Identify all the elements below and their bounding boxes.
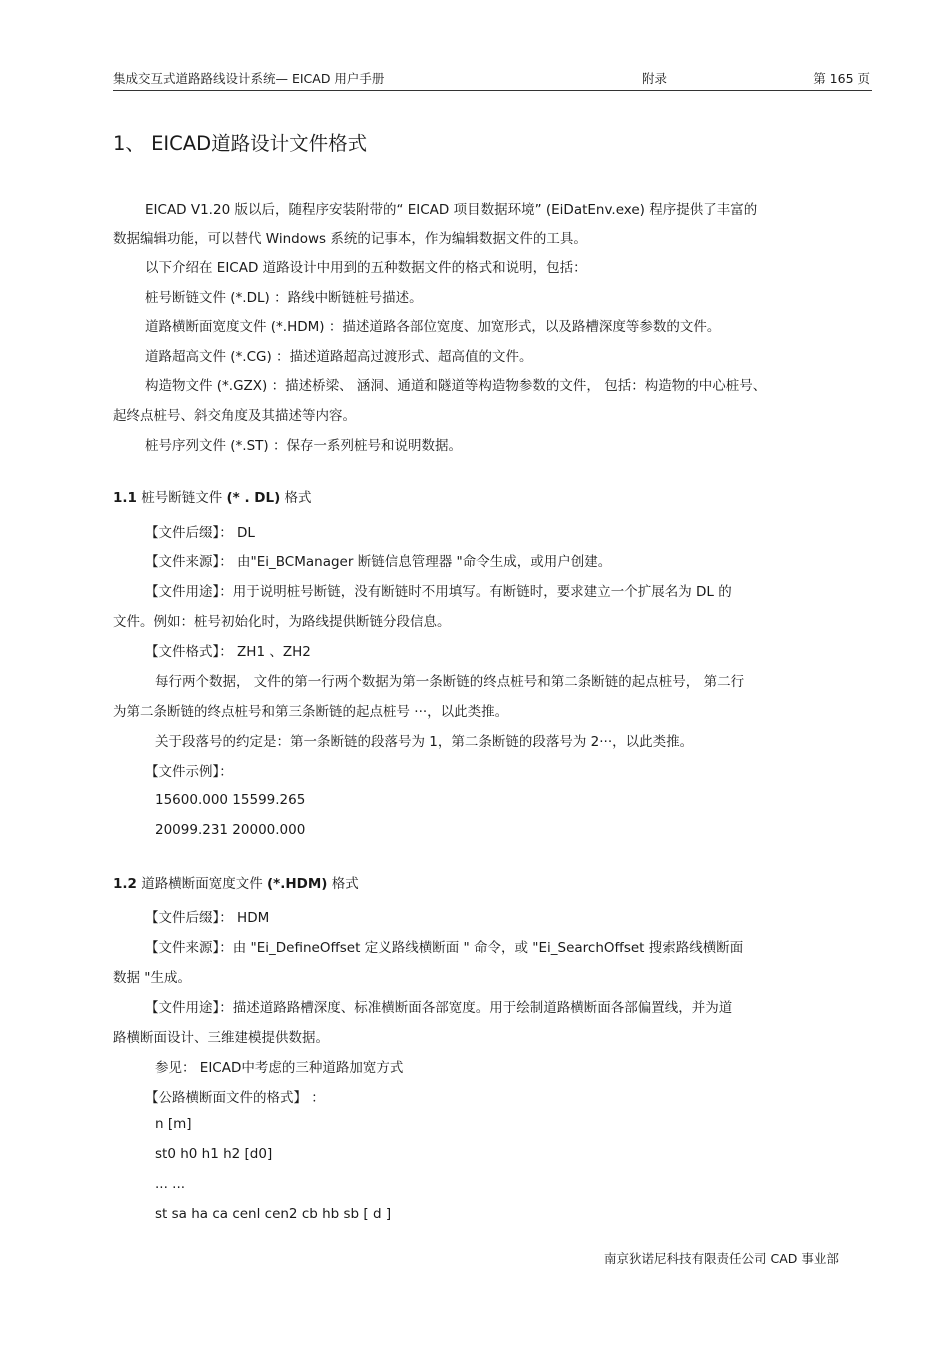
s1-usage: 【文件用途】：用于说明桩号断链，没有断链时不用填写。有断链时，要求建立一个扩展名为 DL 的 bbox=[145, 584, 732, 600]
s1-source: 【文件来源】： 由"Ei_BCManager 断链信息管理器 "命令生成，或用户创建。 bbox=[145, 554, 612, 570]
intro-line-2: 数据编辑功能，可以替代 Windows 系统的记事本，作为编辑数据文件的工具。 bbox=[113, 231, 587, 247]
intro-item-dl: 桩号断链文件 (*.DL) ：路线中断链桩号描述。 bbox=[145, 290, 423, 306]
s2-format-line-1: n [m] bbox=[155, 1116, 192, 1132]
section-1-1-heading bbox=[113, 486, 312, 506]
s2-format-line-2: st0 h0 h1 h2 [d0] bbox=[155, 1146, 273, 1162]
header-title: 集成交互式道路路线设计系统— EICAD 用户手册 bbox=[113, 71, 385, 86]
intro-item-st: 桩号序列文件 (*.ST) ：保存一系列桩号和说明数据。 bbox=[145, 438, 462, 454]
s2-format-label: 【公路横断面文件的格式】 ： bbox=[145, 1090, 325, 1106]
s1-format: 【文件格式】： ZH1 、ZH2 bbox=[145, 644, 311, 660]
page-header bbox=[113, 66, 872, 91]
section-ext: (*.HDM) bbox=[267, 876, 328, 892]
s1-example-row-2: 20099.231 20000.000 bbox=[155, 822, 306, 838]
s2-usage-cont: 路横断面设计、三维建模提供数据。 bbox=[113, 1030, 329, 1046]
intro-item-hdm: 道路横断面宽度文件 (*.HDM) ：描述道路各部位宽度、加宽形式，以及路槽深度等参数的文件。 bbox=[145, 319, 721, 335]
s2-source: 【文件来源】：由 "Ei_DefineOffset 定义路线横断面 " 命令，或 "Ei_SearchOffset 搜索路线横断面 bbox=[145, 940, 744, 956]
section-number: 1.1 bbox=[113, 490, 137, 506]
intro-item-cg: 道路超高文件 (*.CG) ：描述道路超高过渡形式、超高值的文件。 bbox=[145, 349, 533, 365]
s1-usage-cont: 文件。例如：桩号初始化时，为路线提供断链分段信息。 bbox=[113, 614, 451, 630]
s2-usage: 【文件用途】：描述道路路槽深度、标准横断面各部宽度。用于绘制道路横断面各部偏置线，并为道 bbox=[145, 1000, 733, 1016]
s1-desc-cont: 为第二条断链的终点桩号和第三条断链的起点桩号 ···，以此类推。 bbox=[113, 704, 509, 720]
s2-see-also: 参见： EICAD中考虑的三种道路加宽方式 bbox=[155, 1060, 404, 1076]
intro-line-1: EICAD V1.20 版以后，随程序安装附带的“ EICAD 项目数据环境” (EiDatEnv.exe) 程序提供了丰富的 bbox=[145, 202, 758, 218]
s1-desc: 每行两个数据， 文件的第一行两个数据为第一条断链的终点桩号和第二条断链的起点桩号， 第二行 bbox=[155, 674, 745, 690]
section-title-suffix: 格式 bbox=[280, 490, 312, 506]
section-title: 桩号断链文件 bbox=[136, 490, 227, 506]
section-title: 道路横断面宽度文件 bbox=[136, 876, 268, 892]
section-ext: (* . DL) bbox=[226, 490, 281, 506]
intro-item-gzx: 构造物文件 (*.GZX) ：描述桥梁、 涵洞、通道和隧道等构造物参数的文件， 包括：构造物的中心桩号、 bbox=[145, 378, 767, 394]
header-section: 附录 bbox=[642, 71, 668, 86]
s2-format-line-4: st sa ha ca cenl cen2 cb hb sb [ d ] bbox=[155, 1206, 392, 1222]
intro-line-3: 以下介绍在 EICAD 道路设计中用到的五种数据文件的格式和说明，包括： bbox=[145, 260, 587, 276]
intro-item-gzx-cont: 起终点桩号、斜交角度及其描述等内容。 bbox=[113, 408, 356, 424]
section-1-2-heading bbox=[113, 872, 359, 892]
section-title-suffix: 格式 bbox=[327, 876, 359, 892]
s2-suffix: 【文件后缀】： HDM bbox=[145, 910, 270, 926]
page-footer: 南京狄诺尼科技有限责任公司 CAD 事业部 bbox=[604, 1251, 839, 1266]
s2-source-cont: 数据 "生成。 bbox=[113, 970, 192, 986]
s1-convention: 关于段落号的约定是：第一条断链的段落号为 1，第二条断链的段落号为 2···，以此类推。 bbox=[155, 734, 694, 750]
header-page-number: 第 165 页 bbox=[813, 71, 870, 86]
s1-suffix: 【文件后缀】： DL bbox=[145, 525, 255, 541]
chapter-title: 1、 EICAD道路设计文件格式 bbox=[113, 132, 368, 155]
s1-example-row-1: 15600.000 15599.265 bbox=[155, 792, 306, 808]
section-number: 1.2 bbox=[113, 876, 137, 892]
s1-example-label: 【文件示例】： bbox=[145, 764, 233, 780]
s2-format-line-3: ... ... bbox=[155, 1176, 186, 1192]
